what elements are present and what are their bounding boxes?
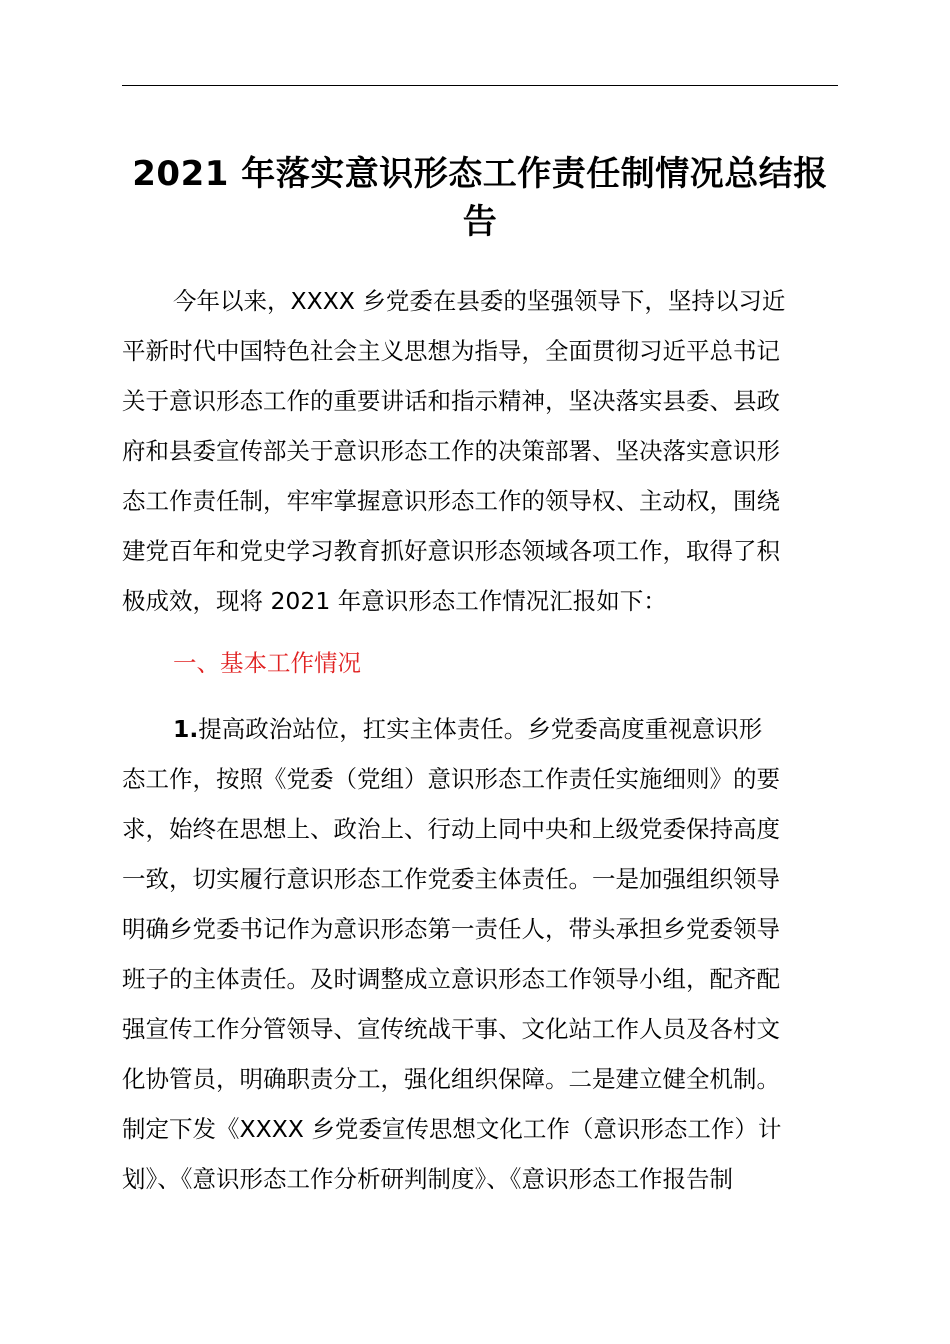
paragraph-line: 明确乡党委书记作为意识形态第一责任人，带头承担乡党委领导 xyxy=(122,915,780,943)
item-1-paragraph xyxy=(122,704,838,1204)
item-number: 1. xyxy=(173,715,199,743)
paragraph-line: 强宣传工作分管领导、宣传统战干事、文化站工作人员及各村文 xyxy=(122,1015,780,1043)
paragraph-line: 一致，切实履行意识形态工作党委主体责任。一是加强组织领导 xyxy=(122,865,780,893)
paragraph-line: 制定下发《XXXX 乡党委宣传思想文化工作（意识形态工作）计 xyxy=(122,1115,782,1143)
intro-paragraph xyxy=(122,276,838,626)
title-line-2: 告 xyxy=(462,202,498,242)
title-line-1: 2021 年落实意识形态工作责任制情况总结报 xyxy=(132,154,828,194)
item-1-first-line: 提高政治站位，扛实主体责任。乡党委高度重视意识形 xyxy=(198,715,763,743)
paragraph-line: 今年以来，XXXX 乡党委在县委的坚强领导下，坚持以习近 xyxy=(173,287,786,315)
paragraph-line xyxy=(122,704,838,754)
paragraph-line: 极成效，现将 2021 年意识形态工作情况汇报如下： xyxy=(122,587,667,615)
paragraph-line: 划》、《意识形态工作分析研判制度》、《意识形态工作报告制 xyxy=(122,1165,733,1193)
paragraph-line: 态工作，按照《党委（党组）意识形态工作责任实施细则》的要 xyxy=(122,765,780,793)
header-rule xyxy=(122,85,838,86)
paragraph-line: 化协管员，明确职责分工，强化组织保障。二是建立健全机制。 xyxy=(122,1065,780,1093)
paragraph-line: 态工作责任制，牢牢掌握意识形态工作的领导权、主动权，围绕 xyxy=(122,487,780,515)
paragraph-line: 关于意识形态工作的重要讲话和指示精神，坚决落实县委、县政 xyxy=(122,387,780,415)
section-heading: 一、基本工作情况 xyxy=(173,649,361,677)
paragraph-line: 建党百年和党史学习教育抓好意识形态领域各项工作，取得了积 xyxy=(122,537,780,565)
paragraph-line: 班子的主体责任。及时调整成立意识形态工作领导小组，配齐配 xyxy=(122,965,780,993)
paragraph-line: 求，始终在思想上、政治上、行动上同中央和上级党委保持高度 xyxy=(122,815,780,843)
document-title xyxy=(122,150,838,246)
paragraph-line: 府和县委宣传部关于意识形态工作的决策部署、坚决落实意识形 xyxy=(122,437,780,465)
paragraph-line: 平新时代中国特色社会主义思想为指导，全面贯彻习近平总书记 xyxy=(122,337,780,365)
